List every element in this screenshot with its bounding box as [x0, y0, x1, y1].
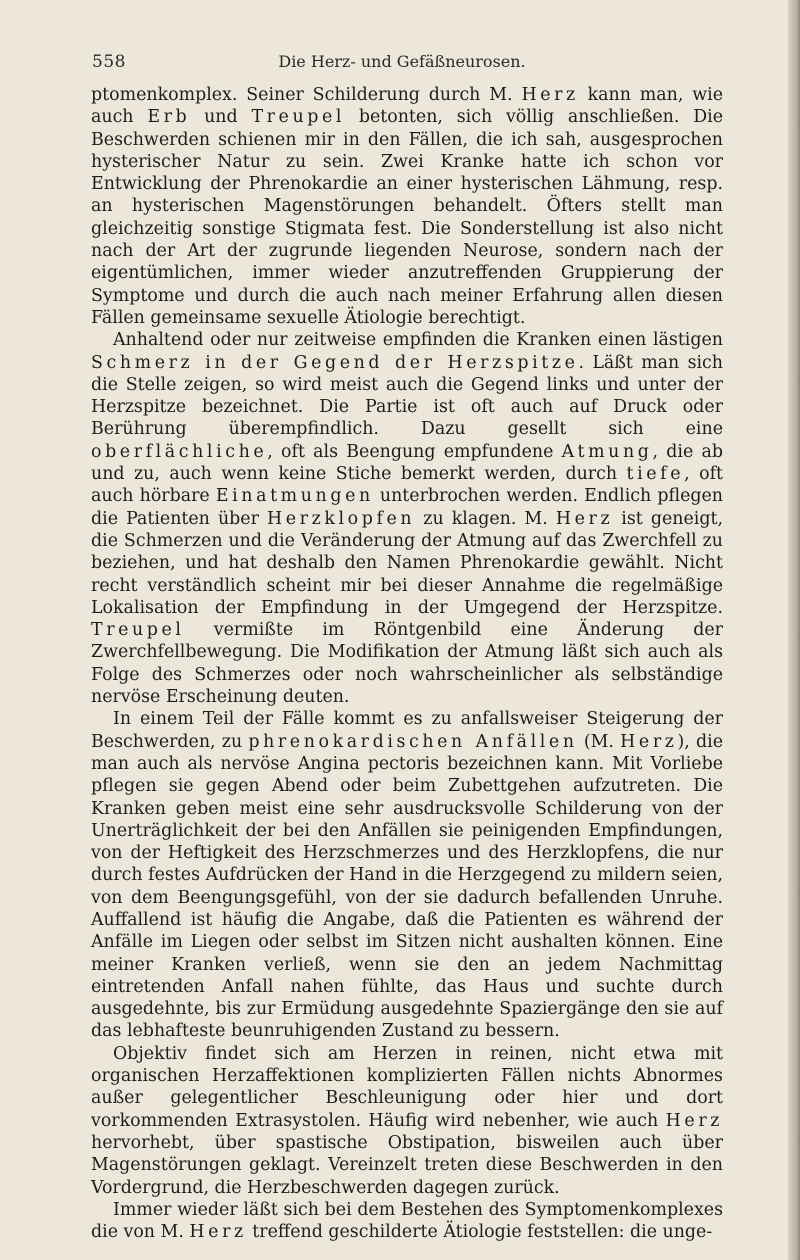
spaced-emphasis: Treupel	[91, 620, 185, 641]
text-run: kann man, wie auch	[91, 85, 723, 128]
text-run: ist geneigt, die Schmerzen und die Veränderung der Atmung auf das Zwerchfell zu beziehen, und hat deshalb den Namen Phrenokardie gewählt. Nicht recht verständlich scheint mir bei dieser Annahme die regelmäßige Lokalisation der Empfindung in der Umgegend der Herzspitze.	[91, 508, 723, 618]
spaced-emphasis: Atmung	[561, 441, 653, 462]
text-run: unterbrochen werden. Endlich pflegen die Patienten über	[91, 486, 723, 529]
paragraph-p1	[91, 84, 723, 329]
page-edge-shadow	[788, 0, 800, 1260]
text-run: und	[190, 107, 252, 128]
text-run: Objektiv findet sich am Herzen in reinen, nicht etwa mit organischen Herzaffektionen komplizierten Fällen nichts Abnormes außer gelegentlicher Beschleunigung oder hier und dort vorkommenden Extrasystolen. Häufig wird nebenher, wie auch	[91, 1043, 723, 1131]
text-run: hervorhebt, über spastische Obstipation, bisweilen auch über Magenstörungen geklagt. Vereinzelt treten diese Beschwerden in den Vordergrund, die Herzbeschwerden dagegen zurück.	[91, 1132, 723, 1198]
spaced-emphasis: Erb	[147, 107, 191, 128]
text-run: betonten, sich völlig anschließen. Die Beschwerden schienen mir in den Fällen, die ich sah, ausgesprochen hysterischer Natur zu sein. Zwei Kranke hatte ich schon vor Entwicklung der Phrenokardie an einer hysterischen Lähmung, resp. an hysterischen Magenstörungen behandelt. Öfters stellt man gleichzeitig sonstige Stigmata fest. Die Sonderstellung ist also nicht nach der Art der zugrunde liegenden Neurose, sondern nach der eigentümlichen, immer wieder anzutreffenden Gruppierung der Symptome und durch die auch nach meiner Erfahrung allen diesen Fällen gemeinsame sexuelle Ätiologie berechtigt.	[91, 107, 723, 328]
spaced-emphasis: phrenokardischen Anfällen	[248, 731, 578, 752]
spaced-emphasis: Einatmungen	[215, 486, 374, 507]
text-run: (M.	[577, 731, 621, 752]
text-run: , die ab und zu, auch wenn keine Stiche bemerkt werden, durch	[91, 441, 723, 485]
text-run: In einem Teil der Fälle kommt es zu anfallsweiser Steigerung der Beschwerden, zu	[91, 709, 723, 752]
spaced-emphasis: Herz	[620, 731, 678, 752]
spaced-emphasis: tiefe	[626, 464, 685, 485]
text-run: Immer wieder läßt sich bei dem Bestehen des Symptomenkomplexes die von M.	[91, 1199, 723, 1243]
spaced-emphasis: Herz	[521, 85, 579, 105]
page-header	[92, 52, 712, 76]
page-number: 558	[92, 52, 126, 72]
running-head: Die Herz- und Gefäßneurosen.	[278, 52, 526, 71]
text-run: ), die man auch als nervöse Angina pectoris bezeichnen kann. Mit Vorliebe pflegen sie gegen Abend oder beim Zubettgehen aufzutreten. Die Kranken geben meist eine sehr ausdrucksvolle Schilderung von der Unerträglichkeit der bei den Anfällen sie peinigenden Empfindungen, von der Heftigkeit des Herzschmerzes und des Herzklopfens, die nur durch festes Aufdrücken der Hand in die Herzgegend zu mildern seien, von dem Beengungsgefühl, von der sie dadurch befallenden Unruhe. Auffallend ist häufig die Angabe, daß die Patienten es während der Anfälle im Liegen oder selbst im Sitzen nicht aushalten können. Eine meiner Kranken verließ, wenn sie den an jedem Nachmittag eintretenden Anfall nahen fühlte, das Haus und suchte durch ausgedehnte, bis zur Ermüdung ausgedehnte Spaziergänge den sie auf das lebhafteste beunruhigenden Zustand zu bessern.	[91, 731, 724, 1042]
paragraph-p3	[91, 708, 723, 1042]
spaced-emphasis: Treupel	[251, 107, 346, 128]
spaced-emphasis: Herzklopfen	[267, 508, 416, 529]
text-run: ptomenkomplex. Seiner Schilderung durch M.	[91, 85, 522, 105]
text-run: , oft als Beengung empfundene	[267, 441, 562, 462]
paragraph-p5	[91, 1199, 723, 1244]
text-run: . Läßt man sich die Stelle zeigen, so wird meist auch die Gegend links und unter der Herzspitze bezeichnet. Die Partie ist oft auch auf Druck oder Berührung überempfindlich. Dazu gesellt sich eine	[91, 352, 723, 440]
text-run: , oft auch hörbare	[91, 464, 723, 507]
text-run: zu klagen. M.	[415, 508, 556, 529]
text-run: vermißte im Röntgenbild eine Änderung der Zwerchfellbewegung. Die Modifikation der Atmung läßt sich auch als Folge des Schmerzes oder noch wahrscheinlicher als selbständige nervöse Erscheinung deuten.	[91, 620, 723, 708]
paragraph-p4	[91, 1043, 723, 1199]
paragraph-p2	[91, 329, 723, 708]
spaced-emphasis: Herz	[665, 1110, 723, 1131]
spaced-emphasis: Herz	[189, 1222, 247, 1243]
spaced-emphasis: oberflächliche	[91, 441, 268, 462]
text-run: Anhaltend oder nur zeitweise empfinden die Kranken einen lästigen	[113, 330, 723, 351]
body-text	[91, 84, 723, 1243]
spaced-emphasis: Schmerz in der Gegend der Herzspitze	[91, 352, 579, 373]
spaced-emphasis: Herz	[555, 508, 614, 529]
text-run: treffend geschilderte Ätiologie feststellen: die unge-	[246, 1222, 713, 1243]
